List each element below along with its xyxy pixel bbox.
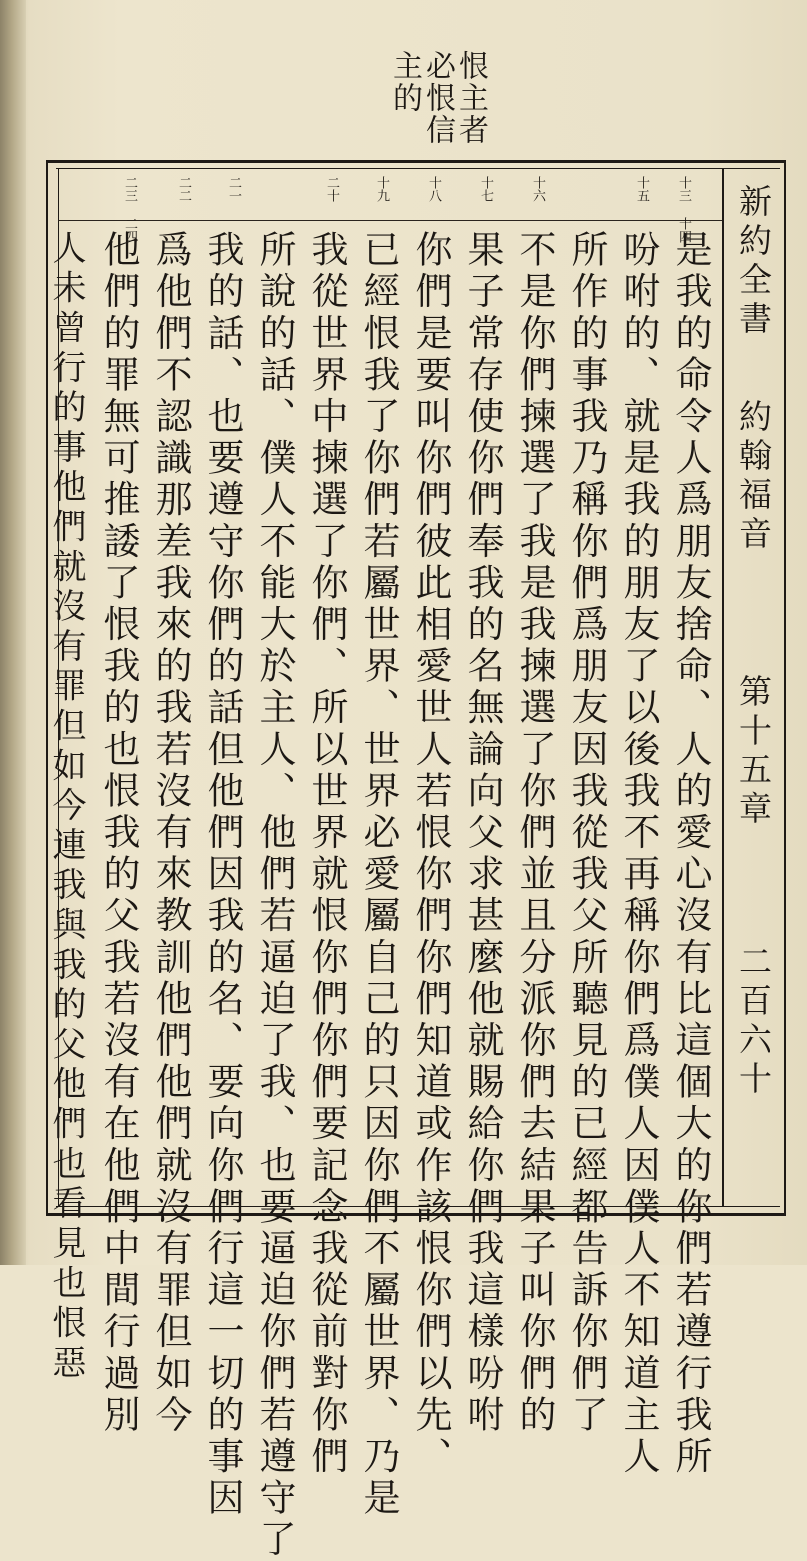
gospel-title: 約翰福音 [734,399,773,555]
text-column-5: 果子常存使你們奉我的名無論向父求甚麼他就賜給你們我這樣吩咐 [461,230,504,1437]
running-header [730,184,776,1204]
text-column-8: 我從世界中揀選了你們、所以世界就恨你們你們要記念我從前對你們 [305,230,348,1478]
reference-number: 十九 [374,176,389,202]
text-column-1: 是我的命令人爲朋友捨命、人的愛心沒有比這個大的你們若遵行我所 [669,230,712,1478]
reference-number: 二二 [176,176,191,202]
text-column-4: 不是你們揀選了我是我揀選了你們並且分派你們去結果子叫你們的 [513,230,556,1437]
reference-number: 十三 十四 [676,176,691,243]
heading-column-2: 必恨信 [420,50,455,146]
reference-number: 二一 [226,176,241,202]
running-header-divider [722,168,724,1206]
text-column-13: 人未曾行的事他們就沒有罪但如今連我與我的父他們也看見也恨惡 [46,230,86,1385]
text-column-6: 你們是要叫你們彼此相愛世人若恨你們你們知道或作該恨你們以先、 [409,230,452,1478]
reference-number: 十八 [426,176,441,202]
text-column-9: 所說的話、僕人不能大於主人、他們若逼迫了我、也要逼迫你們若遵守了 [253,230,296,1561]
text-column-3: 所作的事我乃稱你們爲朋友因我從我父所聽見的已經都告訴你們了 [565,230,608,1437]
reference-number: 十七 [478,176,493,202]
book-title: 新約全書 [734,184,773,340]
text-column-7: 已經恨我了你們若屬世界、世界必愛屬自己的只因你們不屬世界、乃是 [357,230,400,1520]
reference-number: 二三 二四 [122,176,137,243]
text-column-12: 他們的罪無可推諉了恨我的也恨我的父我若沒有在他們中間行過別 [97,230,140,1437]
page-binding-edge [0,0,26,1265]
page-number: 二百六十 [734,944,773,1100]
top-marginal-heading [388,50,487,160]
reference-number: 二十 [324,176,339,202]
text-column-11: 爲他們不認識那差我來的我若沒有來教訓他們他們就沒有罪但如今 [149,230,192,1437]
frame-inner-top-rule [56,168,780,169]
reference-number: 十六 [530,176,545,202]
text-column-2: 吩咐的、就是我的朋友了以後我不再稱你們爲僕人因僕人不知道主人 [617,230,660,1478]
heading-column-3: 主的 [387,50,422,114]
reference-strip-divider [58,220,723,221]
heading-column-1: 恨主者 [453,50,488,146]
chapter-title: 第十五章 [734,674,773,830]
text-column-10: 我的話、也要遵守你們的話但他們因我的名、要向你們行這一切的事因 [201,230,244,1520]
reference-number: 十五 [634,176,649,202]
